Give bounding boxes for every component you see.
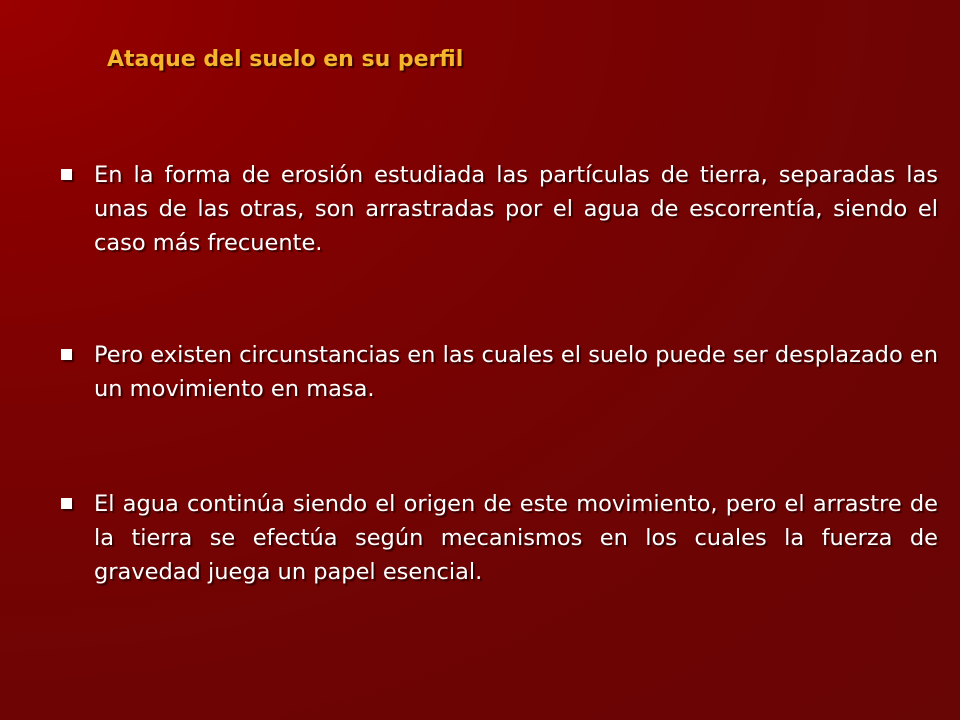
bullet-text: En la forma de erosión estudiada las partículas de tierra, separadas las unas de las otras, son arrastradas por el agua de escorrentía, siendo el caso más frecuente. <box>94 162 938 256</box>
square-bullet-icon <box>61 349 72 360</box>
bullet-item <box>58 487 938 589</box>
square-bullet-icon <box>61 498 72 509</box>
slide-title: Ataque del suelo en su perfil <box>107 47 464 72</box>
bullet-text: Pero existen circunstancias en las cuales el suelo puede ser desplazado en un movimiento en masa. <box>94 342 938 402</box>
bullet-item <box>58 158 938 260</box>
bullet-item <box>58 338 938 406</box>
square-bullet-icon <box>61 169 72 180</box>
bullet-text: El agua continúa siendo el origen de este movimiento, pero el arrastre de la tierra se efectúa según mecanismos en los cuales la fuerza de gravedad juega un papel esencial. <box>94 491 938 585</box>
